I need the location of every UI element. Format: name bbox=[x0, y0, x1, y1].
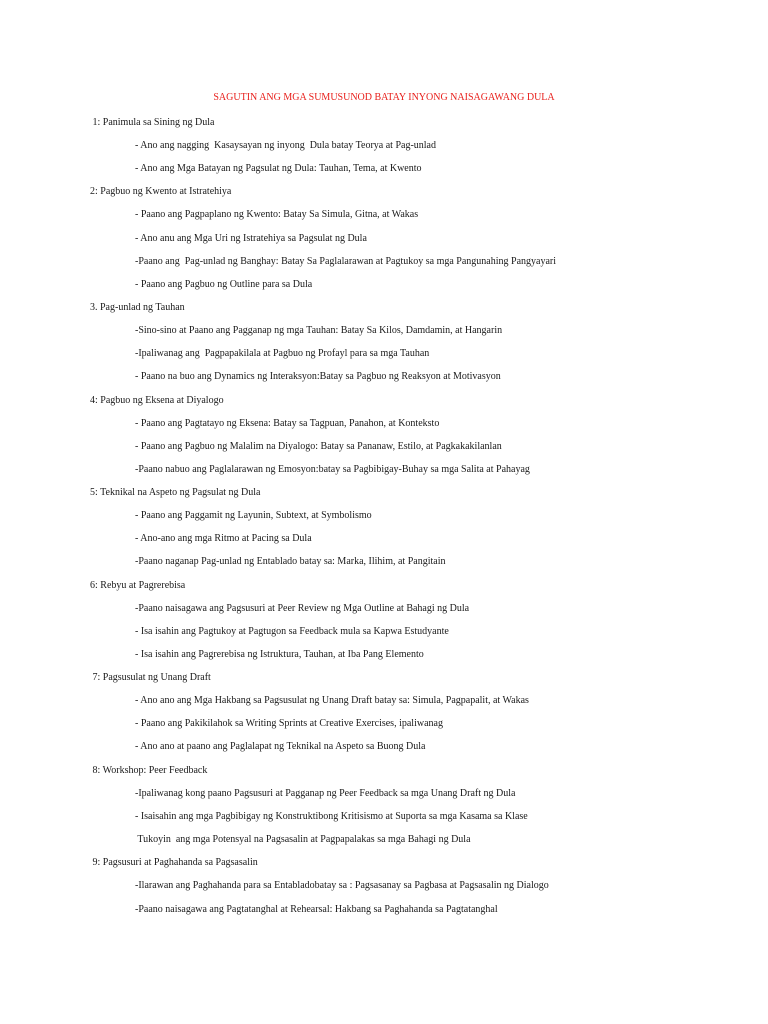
question-item: - Paano ang Pakikilahok sa Writing Sprints at Creative Exercises, ipaliwanag bbox=[135, 718, 443, 729]
question-item: - Paano ang Pagbuo ng Malalim na Diyalogo: Batay sa Pananaw, Estilo, at Pagkakakilanlan bbox=[135, 441, 502, 452]
question-item: - Ano ano ang Mga Hakbang sa Pagsusulat ng Unang Draft batay sa: Simula, Pagpapalit, at Wakas bbox=[135, 695, 529, 706]
question-item: - Isa isahin ang Pagtukoy at Pagtugon sa Feedback mula sa Kapwa Estudyante bbox=[135, 626, 449, 637]
question-item: - Ano-ano ang mga Ritmo at Pacing sa Dula bbox=[135, 533, 312, 544]
question-item: - Ano ano at paano ang Paglalapat ng Teknikal na Aspeto sa Buong Dula bbox=[135, 741, 426, 752]
section-heading: 7: Pagsusulat ng Unang Draft bbox=[90, 672, 211, 683]
question-item: - Paano na buo ang Dynamics ng Interaksyon:Batay sa Pagbuo ng Reaksyon at Motivasyon bbox=[135, 371, 501, 382]
question-item: -Paano naisagawa ang Pagsusuri at Peer Review ng Mga Outline at Bahagi ng Dula bbox=[135, 603, 470, 614]
question-item: - Paano ang Pagbuo ng Outline para sa Dula bbox=[135, 279, 313, 290]
question-item: - Isa isahin ang Pagrerebisa ng Istruktura, Tauhan, at Iba Pang Elemento bbox=[135, 649, 424, 660]
document-title: SAGUTIN ANG MGA SUMUSUNOD BATAY INYONG NAISAGAWANG DULA bbox=[213, 92, 555, 103]
question-item: -Paano ang Pag-unlad ng Banghay: Batay Sa Paglalarawan at Pagtukoy sa mga Pangunahing Pangyayari bbox=[135, 256, 557, 267]
question-item: -Ipaliwanag ang Pagpapakilala at Pagbuo ng Profayl para sa mga Tauhan bbox=[135, 348, 430, 359]
section-heading: 8: Workshop: Peer Feedback bbox=[90, 765, 208, 776]
question-item: -Ipaliwanag kong paano Pagsusuri at Pagganap ng Peer Feedback sa mga Unang Draft ng Dula bbox=[135, 788, 516, 799]
question-item: - Paano ang Paggamit ng Layunin, Subtext, at Symbolismo bbox=[135, 510, 372, 521]
section-heading: 3. Pag-unlad ng Tauhan bbox=[90, 302, 185, 313]
section-heading: 5: Teknikal na Aspeto ng Pagsulat ng Dula bbox=[90, 487, 261, 498]
question-item: - Isaisahin ang mga Pagbibigay ng Konstruktibong Kritisismo at Suporta sa mga Kasama sa Klase bbox=[135, 811, 528, 822]
question-item: - Paano ang Pagtatayo ng Eksena: Batay sa Tagpuan, Panahon, at Konteksto bbox=[135, 418, 440, 429]
question-item: -Paano nabuo ang Paglalarawan ng Emosyon:batay sa Pagbibigay-Buhay sa mga Salita at Pahayag bbox=[135, 464, 530, 475]
section-heading: 2: Pagbuo ng Kwento at Istratehiya bbox=[90, 186, 232, 197]
question-item: Tukoyin ang mga Potensyal na Pagsasalin at Pagpapalakas sa mga Bahagi ng Dula bbox=[135, 834, 471, 845]
section-heading: 6: Rebyu at Pagrerebisa bbox=[90, 580, 186, 591]
question-item: -Paano naisagawa ang Pagtatanghal at Rehearsal: Hakbang sa Paghahanda sa Pagtatanghal bbox=[135, 904, 498, 915]
question-item: -Ilarawan ang Paghahanda para sa Entabladobatay sa : Pagsasanay sa Pagbasa at Pagsasalin ng Dialogo bbox=[135, 880, 549, 891]
question-item: - Ano anu ang Mga Uri ng Istratehiya sa Pagsulat ng Dula bbox=[135, 233, 367, 244]
question-item: - Ano ang Mga Batayan ng Pagsulat ng Dula: Tauhan, Tema, at Kwento bbox=[135, 163, 422, 174]
section-heading: 9: Pagsusuri at Paghahanda sa Pagsasalin bbox=[90, 857, 258, 868]
question-item: -Paano naganap Pag-unlad ng Entablado batay sa: Marka, Ilihim, at Pangitain bbox=[135, 556, 446, 567]
question-item: - Paano ang Pagpaplano ng Kwento: Batay Sa Simula, Gitna, at Wakas bbox=[135, 209, 419, 220]
question-item: - Ano ang nagging Kasaysayan ng inyong Dula batay Teorya at Pag-unlad bbox=[135, 140, 436, 151]
section-heading: 1: Panimula sa Sining ng Dula bbox=[90, 117, 215, 128]
section-heading: 4: Pagbuo ng Eksena at Diyalogo bbox=[90, 395, 224, 406]
question-item: -Sino-sino at Paano ang Pagganap ng mga Tauhan: Batay Sa Kilos, Damdamin, at Hangarin bbox=[135, 325, 503, 336]
